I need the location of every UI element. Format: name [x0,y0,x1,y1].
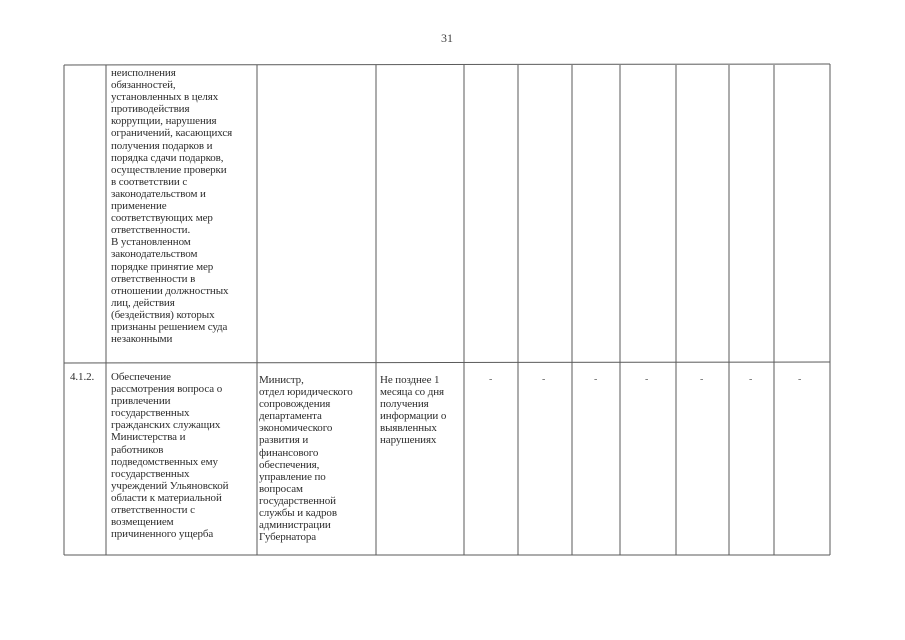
funding-cell-1: - [489,374,493,385]
row-divider [64,362,830,363]
row2-deadline: Не позднее 1 месяца со дня получения информации о выявленных нарушениях [380,374,447,447]
row2-measure: Обеспечение рассмотрения вопроса о привлечении государственных гражданских служащих Министерства и работников подведомственных ему государственных учреждений Ульяновской области к материальной ответственности с возмещением причиненного ущерба [111,371,229,541]
row2-responsible: Министр, отдел юридического сопровождения департамента экономического развития и финансового обеспечения, управление по вопросам государственной службы и кадров администрации Губернатора [259,374,353,544]
funding-cell-6: - [749,374,753,385]
table-top-border [64,64,830,65]
funding-cell-7: - [798,374,802,385]
funding-cell-2: - [542,374,546,385]
row1-measure: неисполнения обязанностей, установленных в целях противодействия коррупции, нарушения ограничений, касающихся получения подарков и порядка сдачи подарков, осуществление проверки в соответствии с законодательством и применение соответствующих мер ответственности. В установленном законодательством порядке принятие мер ответственности в отношении должностных лиц, действия (бездействия) которых признаны решением суда незаконными [111,67,233,346]
funding-cell-5: - [700,374,704,385]
row2-number: 4.1.2. [70,371,95,383]
funding-cell-4: - [645,374,649,385]
page-number: 31 [441,31,453,45]
funding-cell-3: - [594,374,598,385]
